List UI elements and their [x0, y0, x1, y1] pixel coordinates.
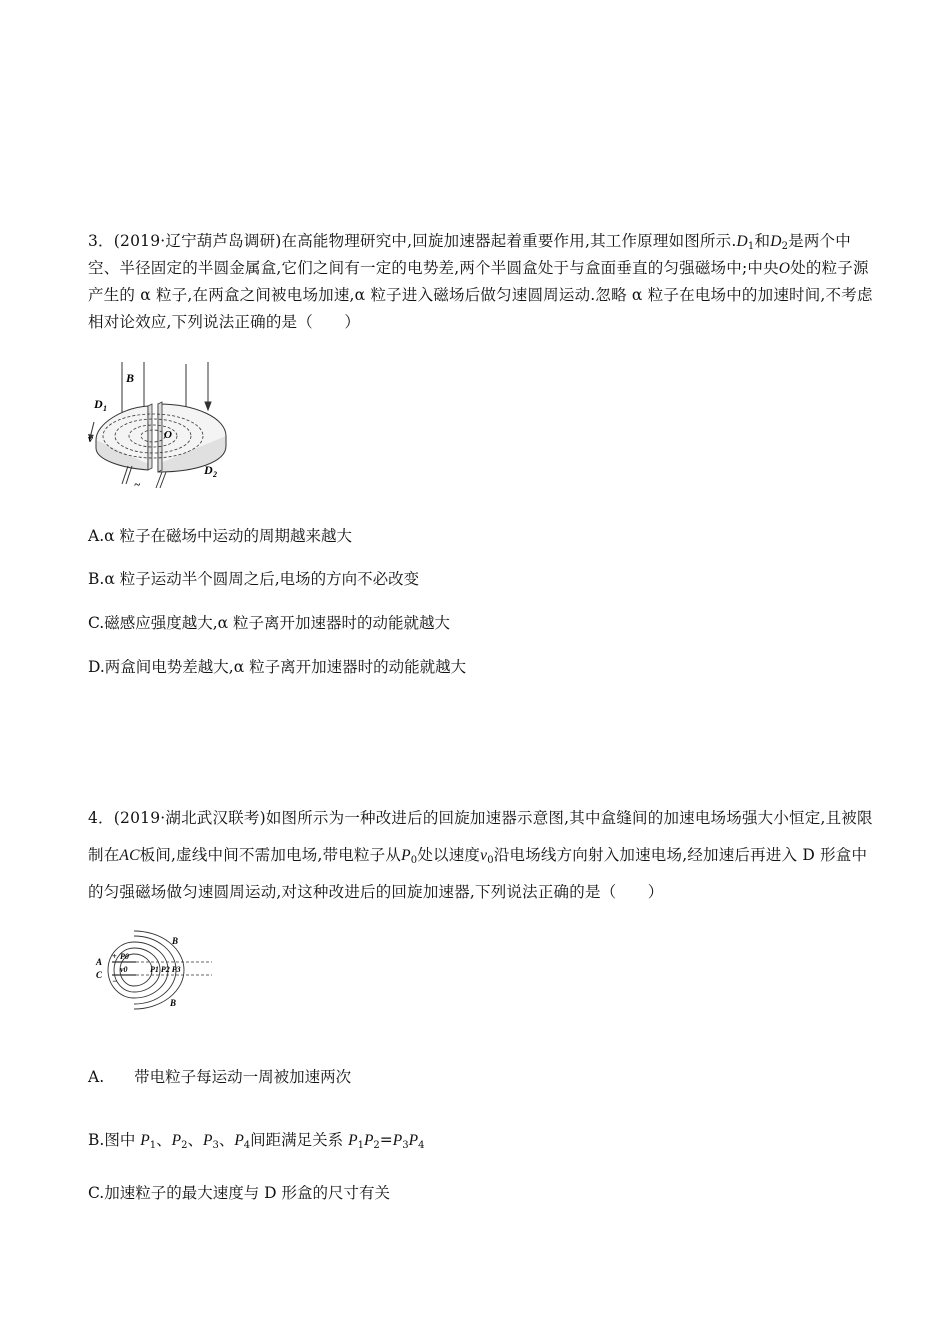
- q4-option-a[interactable]: A. 带电粒子每运动一周被加速两次: [88, 1068, 352, 1086]
- label-v: v: [88, 433, 93, 445]
- label-d1: D: [94, 397, 103, 411]
- q3-stem: 3．(2019·辽宁葫芦岛调研)在高能物理研究中,回旋加速器起着重要作用,其工作原理如图所示$.D_1$和$D_2$是两个中空、半径固定的半圆金属盒,它们之间有一定的电势差,两个半圆盒处于与盒面垂直的匀强磁场中;中央O处的粒子源产生的 α 粒子,在两盒之间被电场加速,α 粒子进入磁场后做匀速圆周运动.忽略 α 粒子在电场中的加速时间,不考虑相对论效应,下列说法正确的是（ ）: [88, 232, 873, 331]
- label-p1p2p3: P1 P2 P3: [150, 965, 181, 974]
- label-p0: P0: [120, 952, 129, 961]
- label-d2: D: [204, 463, 213, 477]
- svg-text:+: +: [112, 952, 117, 961]
- svg-text:−: −: [112, 976, 118, 986]
- q3-cyclotron-figure: [86, 356, 236, 490]
- q4-option-b[interactable]: B.图中 $P_1$、$P_2$、$P_3$、$P_4$间距满足关系 $P_1P_2=P_3P_4$: [88, 1131, 425, 1151]
- label-a: A: [96, 957, 103, 967]
- q3-option-c[interactable]: C.磁感应强度越大,α 粒子离开加速器时的动能就越大: [88, 614, 451, 632]
- svg-text:2: 2: [213, 470, 217, 479]
- q3-option-d[interactable]: D.两盒间电势差越大,α 粒子离开加速器时的动能就越大: [88, 658, 467, 676]
- svg-text:1: 1: [103, 404, 107, 413]
- label-b-top: B: [172, 936, 179, 946]
- label-c: C: [96, 970, 103, 980]
- q3-option-b[interactable]: B.α 粒子运动半个圆周之后,电场的方向不必改变: [88, 570, 420, 588]
- q4-option-c[interactable]: C.加速粒子的最大速度与 D 形盒的尺寸有关: [88, 1184, 391, 1202]
- q4-stem: 4．(2019·湖北武汉联考)如图所示为一种改进后的回旋加速器示意图,其中盒缝间的加速电场场强大小恒定,且被限制在AC板间,虚线中间不需加电场,带电粒子从$P_0$处以速度$v_0$沿电场线方向射入加速电场,经加速后再进入 D 形盒中的匀强磁场做匀速圆周运动,对这种改进后的回旋加速器,下列说法正确的是（ ）: [88, 809, 873, 901]
- label-o: O: [164, 429, 172, 441]
- q3-option-a[interactable]: A.α 粒子在磁场中运动的周期越来越大: [88, 527, 353, 545]
- label-ac-source: ~: [134, 479, 141, 490]
- label-v0: v0: [120, 965, 128, 974]
- label-b: B: [126, 371, 135, 385]
- q4-improved-cyclotron-figure: [92, 928, 222, 1012]
- label-b-bottom: B: [170, 998, 177, 1008]
